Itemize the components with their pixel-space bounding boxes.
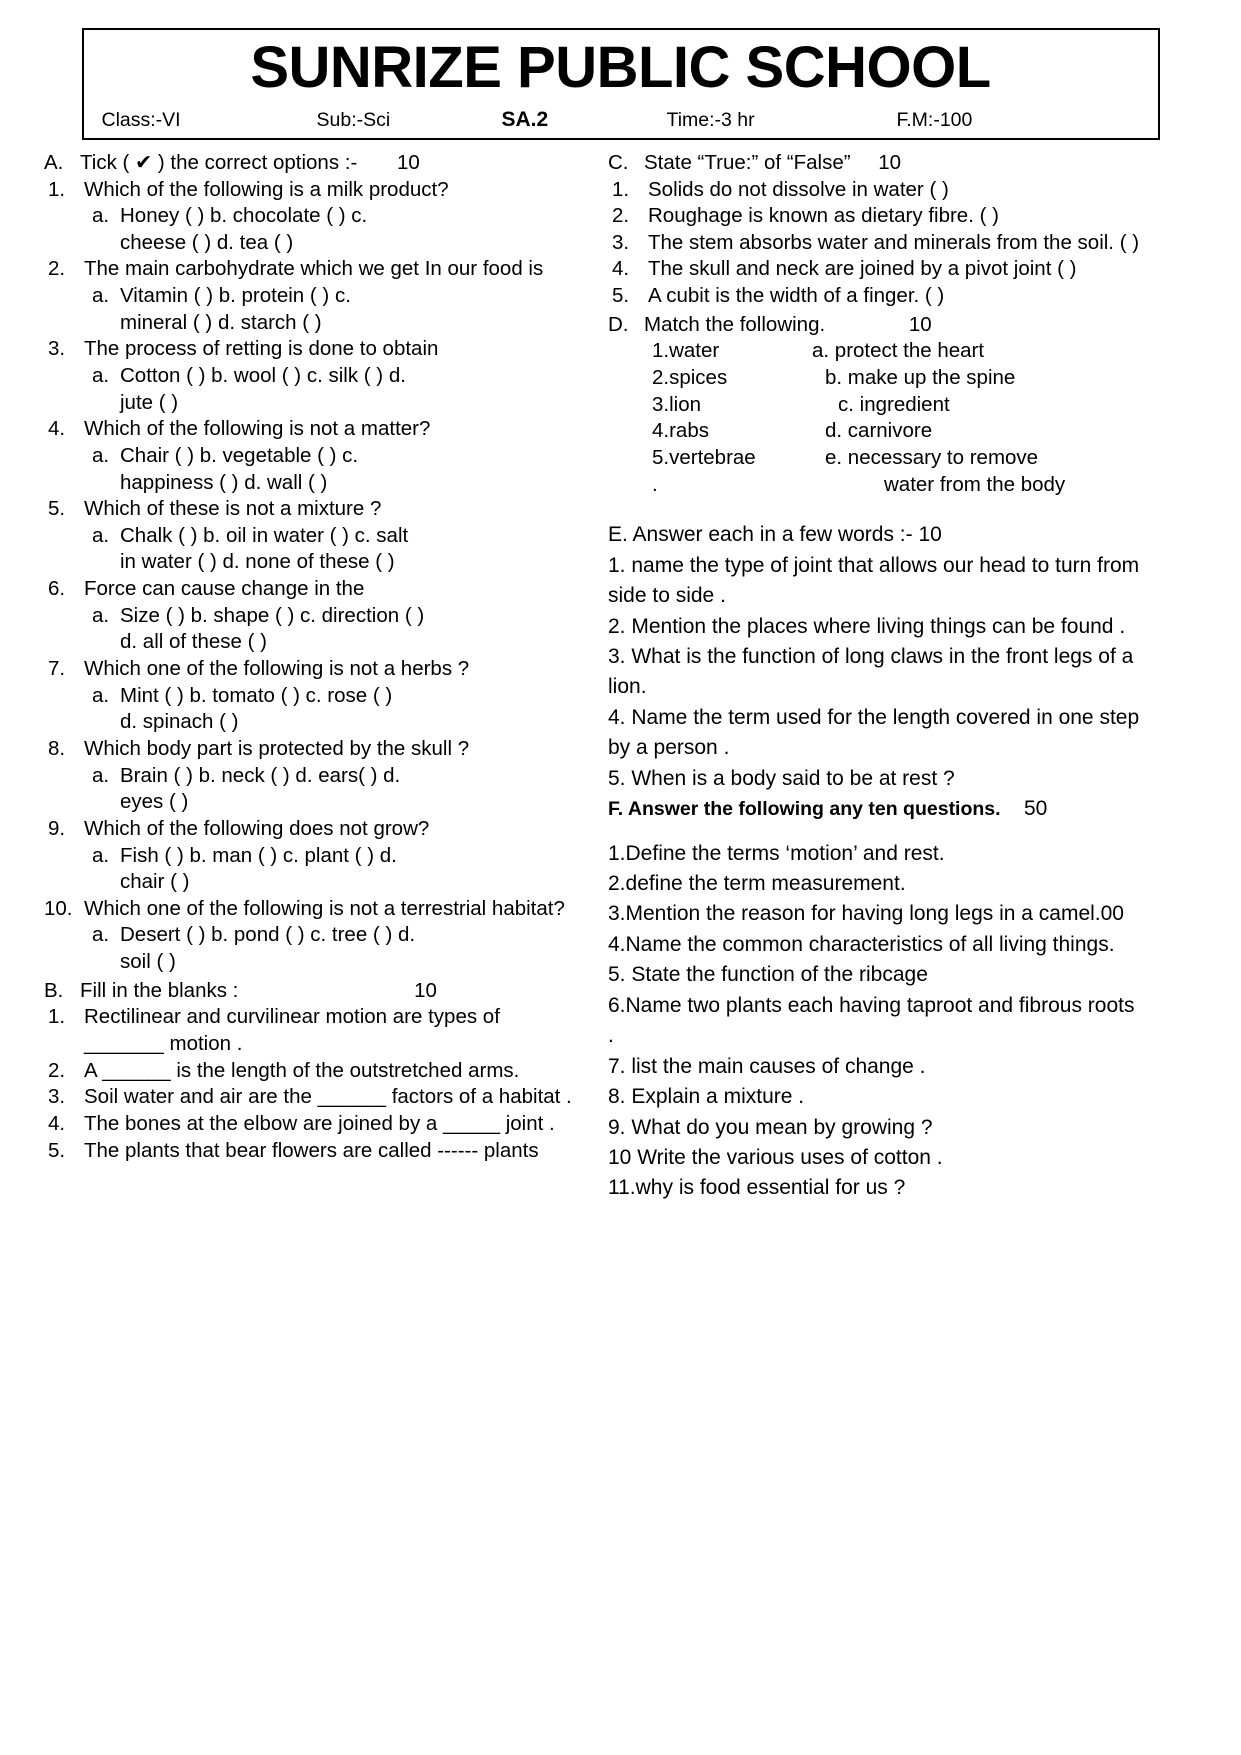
option-letter-spacer: [84, 390, 120, 417]
section-a-letter: A.: [44, 150, 64, 174]
school-name: SUNRIZE PUBLIC SCHOOL: [250, 35, 991, 100]
question-number: 1.: [612, 177, 630, 201]
option-text: Brain ( ) b. neck ( ) d. ears( ) d.: [120, 763, 401, 787]
match-row: [608, 472, 1143, 499]
question-text: Which of these is not a mixture ?: [84, 497, 382, 521]
question-text: 5. When is a body said to be at rest ?: [608, 766, 955, 790]
option-letter: a.: [92, 763, 110, 787]
option-row-cont: [44, 230, 574, 257]
option-row: [44, 603, 574, 630]
option-row: [44, 283, 574, 310]
question-number: 8.: [48, 736, 66, 760]
option-letter: a.: [92, 683, 110, 707]
option-text: happiness ( ) d. wall ( ): [120, 470, 328, 494]
section-c-title: [644, 150, 1143, 177]
question-number: 1.: [48, 1005, 66, 1029]
question-text: 3.Mention the reason for having long legs in a camel.00: [608, 902, 1124, 926]
class-label: Class:-VI: [101, 109, 181, 132]
section-c-title-text: State “True:” of “False”: [644, 150, 851, 174]
question-text: The stem absorbs water and minerals from the soil. ( ): [648, 230, 1140, 254]
match-right-item: b. make up the spine: [825, 366, 1016, 389]
option-row-cont: [44, 709, 574, 736]
option-letter-spacer: [84, 230, 120, 257]
question-text: 7. list the main causes of change .: [608, 1054, 926, 1078]
question-text: 2. Mention the places where living things can be found .: [608, 614, 1126, 638]
option-text: eyes ( ): [120, 790, 189, 814]
section-f-heading: [608, 794, 1143, 824]
option-letter-spacer: [84, 789, 120, 816]
section-b-letter: B.: [44, 978, 64, 1002]
option-text: Size ( ) b. shape ( ) c. direction ( ): [120, 603, 425, 627]
question-number: 5.: [48, 497, 66, 521]
option-text: d. spinach ( ): [120, 710, 239, 734]
option-row-cont: [44, 310, 574, 337]
option-letter-spacer: [84, 310, 120, 337]
option-text: in water ( ) d. none of these ( ): [120, 550, 395, 574]
question-text: Roughage is known as dietary fibre. ( ): [648, 204, 999, 228]
question-text: A cubit is the width of a finger. ( ): [648, 284, 945, 308]
match-right-item: water from the body: [884, 472, 1066, 496]
option-letter: a.: [92, 364, 110, 387]
question-text: Which one of the following is not a terrestrial habitat?: [84, 896, 565, 920]
body-columns: [30, 148, 1211, 1204]
question-text: 10 Write the various uses of cotton .: [608, 1145, 943, 1169]
option-letter: a.: [92, 603, 110, 627]
option-row: [44, 363, 574, 390]
section-d-heading: [608, 312, 1143, 339]
subject-label: Sub:-Sci: [316, 109, 391, 132]
option-text: Chalk ( ) b. oil in water ( ) c. salt: [120, 523, 409, 547]
section-d-match-list: [608, 338, 1143, 498]
section-d-marks: 10: [908, 312, 932, 336]
question-item: [44, 1004, 574, 1057]
section-d-letter: D.: [608, 312, 629, 336]
match-left-item: 4.rabs: [652, 419, 709, 443]
question-item: [44, 1111, 574, 1138]
question-item: [44, 1058, 574, 1085]
option-letter-spacer: [84, 869, 120, 896]
header-box: [82, 28, 1160, 140]
section-c-heading: [608, 150, 1143, 177]
question-number: 1.: [48, 177, 66, 201]
option-row: [44, 922, 574, 949]
question-text: 8. Explain a mixture .: [608, 1085, 805, 1109]
time-label: Time:-3 hr: [666, 109, 755, 132]
section-b-heading: [44, 978, 574, 1005]
section-d-title-text: Match the following.: [644, 312, 826, 336]
question-item: [608, 256, 1143, 283]
option-letter-spacer: [84, 549, 120, 576]
option-letter: a.: [92, 204, 110, 228]
section-a-marks: 10: [397, 150, 420, 174]
option-row: [44, 523, 574, 550]
question-item: [608, 230, 1143, 257]
option-letter-spacer: [84, 470, 120, 497]
match-row: [608, 392, 1143, 419]
option-text: Chair ( ) b. vegetable ( ) c.: [120, 443, 359, 467]
question-text: Solids do not dissolve in water ( ): [648, 177, 949, 201]
section-c-questions: [608, 177, 1143, 310]
match-left-item: 5.vertebrae: [652, 445, 756, 469]
question-text: Which one of the following is not a herbs ?: [84, 657, 470, 681]
section-a-questions: [44, 177, 574, 976]
exam-label: SA.2: [501, 108, 549, 132]
question-text: 3. What is the function of long claws in the front legs of a lion.: [608, 644, 1134, 699]
question-text: Rectilinear and curvilinear motion are types of _______ motion .: [84, 1005, 500, 1056]
question-number: 5.: [48, 1138, 66, 1162]
question-item: [608, 177, 1143, 204]
question-item: [608, 203, 1143, 230]
match-row: [608, 418, 1143, 445]
question-number: 3.: [48, 337, 66, 361]
question-item: [44, 177, 574, 204]
question-number: 10.: [44, 896, 73, 920]
option-row-cont: [44, 949, 574, 976]
option-row: [44, 843, 574, 870]
question-text: The process of retting is done to obtain: [84, 337, 439, 361]
match-right-item: c. ingredient: [838, 392, 950, 416]
option-text: mineral ( ) d. starch ( ): [120, 310, 322, 334]
option-row-cont: [44, 470, 574, 497]
question-text: 6.Name two plants each having taproot and fibrous roots .: [608, 993, 1135, 1048]
option-row-cont: [44, 629, 574, 656]
option-text: jute ( ): [120, 390, 179, 414]
question-text: 2.define the term measurement.: [608, 872, 906, 896]
match-right-item: d. carnivore: [825, 419, 933, 443]
option-row-cont: [44, 390, 574, 417]
option-row: [44, 683, 574, 710]
question-item: [44, 736, 574, 763]
option-text: cheese ( ) d. tea ( ): [120, 230, 294, 254]
option-letter: a.: [92, 443, 110, 467]
question-number: 6.: [48, 577, 66, 601]
option-row: [44, 763, 574, 790]
question-number: 3.: [48, 1085, 66, 1109]
section-b-title: [80, 978, 574, 1005]
option-letter-spacer: [84, 629, 120, 656]
option-row-cont: [44, 549, 574, 576]
match-row: [608, 338, 1143, 365]
section-f-title-text: F. Answer the following any ten questions.: [608, 798, 1001, 821]
question-text: 4.Name the common characteristics of all living things.: [608, 932, 1115, 956]
match-left-item: 1.water: [652, 339, 720, 363]
section-f-questions: [608, 839, 1143, 1204]
question-number: 4.: [48, 417, 66, 441]
question-number: 5.: [612, 284, 630, 308]
section-a-title-text: Tick ( ✔ ) the correct options :-: [80, 150, 358, 174]
option-letter-spacer: [84, 949, 120, 976]
section-c-marks: 10: [878, 150, 902, 174]
section-d-title: [644, 312, 1143, 339]
section-b-marks: 10: [414, 978, 437, 1002]
section-a-heading: [44, 150, 574, 177]
question-item: [44, 336, 574, 363]
question-number: 3.: [612, 230, 630, 254]
match-left-item: 2.spices: [652, 366, 728, 389]
match-left-item: .: [652, 472, 658, 496]
section-a-title: [80, 150, 574, 177]
question-number: 2.: [48, 1058, 66, 1082]
left-column: [44, 148, 586, 1204]
question-item: [44, 1138, 574, 1165]
option-text: chair ( ): [120, 870, 190, 894]
question-text: 9. What do you mean by growing ?: [608, 1115, 933, 1139]
option-letter: a.: [92, 843, 110, 867]
question-text: A ______ is the length of the outstretched arms.: [84, 1058, 520, 1082]
question-text: 5. State the function of the ribcage: [608, 963, 928, 987]
question-text: Which of the following is not a matter?: [84, 417, 431, 441]
question-number: 2.: [48, 257, 66, 281]
option-text: Cotton ( ) b. wool ( ) c. silk ( ) d.: [120, 364, 406, 387]
option-row: [44, 203, 574, 230]
section-e-heading: E. Answer each in a few words :- 10: [608, 523, 942, 547]
question-item: [44, 816, 574, 843]
exam-meta-row: [84, 102, 1158, 131]
question-item: [44, 496, 574, 523]
question-item: [44, 416, 574, 443]
match-row: [608, 365, 1143, 392]
question-text: The main carbohydrate which we get In our food is: [84, 257, 544, 281]
match-right-item: e. necessary to remove: [825, 445, 1039, 469]
question-number: 4.: [612, 257, 630, 281]
option-letter: a.: [92, 523, 110, 547]
option-text: d. all of these ( ): [120, 630, 267, 654]
question-item: [44, 256, 574, 283]
option-text: Vitamin ( ) b. protein ( ) c.: [120, 284, 351, 308]
question-text: 11.why is food essential for us ?: [608, 1176, 906, 1200]
spacer: [608, 498, 1143, 520]
question-item: [44, 576, 574, 603]
option-text: Mint ( ) b. tomato ( ) c. rose ( ): [120, 683, 393, 707]
option-row-cont: [44, 869, 574, 896]
question-text: Soil water and air are the ______ factors of a habitat .: [84, 1085, 572, 1109]
question-number: 9.: [48, 816, 66, 840]
question-text: 1.Define the terms ‘motion’ and rest.: [608, 841, 945, 865]
option-text: soil ( ): [120, 950, 176, 974]
question-text: 1. name the type of joint that allows our head to turn from side to side .: [608, 553, 1140, 608]
match-row: [608, 445, 1143, 472]
question-text: The bones at the elbow are joined by a _____ joint .: [84, 1111, 555, 1135]
question-number: 7.: [48, 657, 66, 681]
question-item: [44, 1084, 574, 1111]
option-text: Fish ( ) b. man ( ) c. plant ( ) d.: [120, 843, 397, 867]
question-text: The plants that bear flowers are called ------ plants: [84, 1138, 539, 1162]
section-e-questions: [608, 551, 1143, 795]
question-text: The skull and neck are joined by a pivot joint ( ): [648, 257, 1077, 281]
question-text: Which of the following does not grow?: [84, 816, 430, 840]
section-b-questions: [44, 1004, 574, 1164]
question-text: 4. Name the term used for the length covered in one step by a person .: [608, 705, 1140, 760]
section-f-marks: 50: [1023, 797, 1048, 821]
spacer: [608, 825, 1143, 839]
right-column: [586, 148, 1143, 1204]
question-number: 2.: [612, 204, 630, 228]
option-letter: a.: [92, 923, 110, 947]
option-letter-spacer: [84, 709, 120, 736]
question-item: [44, 656, 574, 683]
full-marks-label: F.M:-100: [896, 109, 973, 132]
option-row: [44, 443, 574, 470]
match-left-item: 3.lion: [652, 392, 702, 416]
question-text: Which body part is protected by the skull ?: [84, 736, 470, 760]
option-text: Desert ( ) b. pond ( ) c. tree ( ) d.: [120, 923, 416, 947]
question-item: [608, 283, 1143, 310]
question-text: Force can cause change in the: [84, 577, 365, 601]
question-text: Which of the following is a milk product?: [84, 177, 449, 201]
question-number: 4.: [48, 1111, 66, 1135]
option-text: Honey ( ) b. chocolate ( ) c.: [120, 204, 368, 228]
match-right-item: a. protect the heart: [812, 339, 985, 363]
question-item: [44, 896, 574, 923]
section-c-letter: C.: [608, 150, 629, 174]
option-letter: a.: [92, 284, 110, 308]
option-row-cont: [44, 789, 574, 816]
section-b-title-text: Fill in the blanks :: [80, 978, 239, 1002]
